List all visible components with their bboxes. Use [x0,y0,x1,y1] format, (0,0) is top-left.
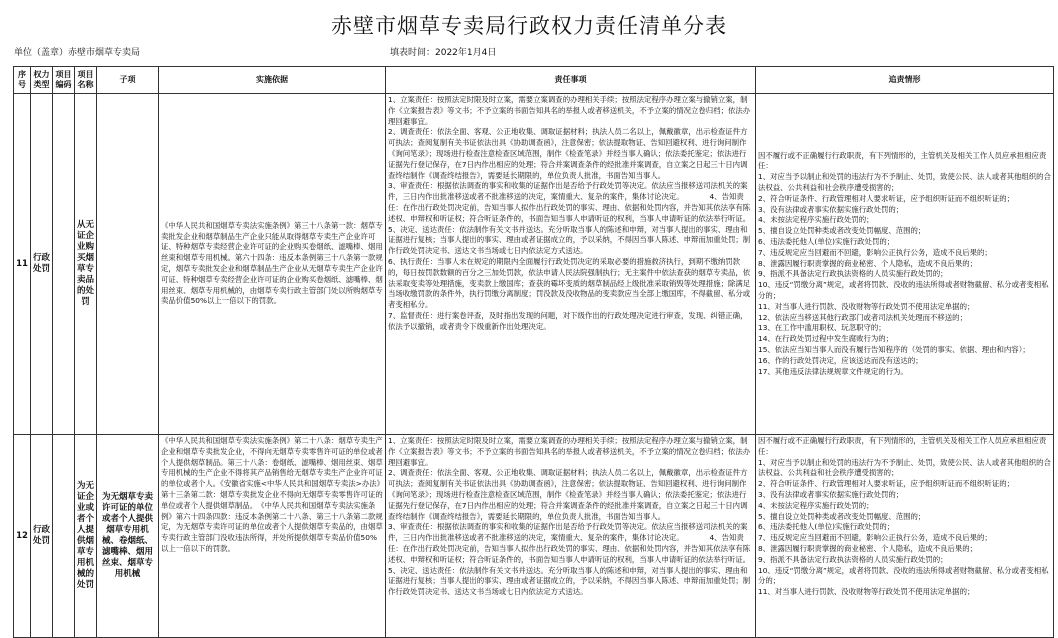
responsibility-table [13,66,1054,638]
row-type: 行政处罚 [31,435,53,638]
table-row [14,435,1054,638]
row-accountability-text: 因不履行或不正确履行行政职责，有下列情形的，主管机关及相关工作人员应承担相应责任： 1、对应当予以制止和处罚的违法行为不予制止、处罚，致使公民、法人或者其他组织的合法权益、公共利益和社会秩序遭受损害的； 2、符合听证条件、行政管理相对人要求听证，应予组织听证而不组织听证的； 3、没有法律或者事实依据实施行政处罚的； 4、未按法定程序实施行政处罚的； 5、擅自设立处罚种类或者改变处罚幅度、范围的； 6、违法委托他人(单位)实施行政处罚的； 7、违反规定应当回避而不回避，影响公正执行公务，造成不良后果的； 8、泄露因履行职责掌握的商业秘密、个人隐私，造成不良后果的； 9、指派不具备法定行政执法资格的人员实施行政处罚的； 10、违反“罚缴分离”规定，或者将罚款、没收的违法所得或者财物截留、私分或者变相私分的； 11、对当事人进行罚款、没收财物等行政处罚不使用法定单据的； 12、依法应当移送其他行政部门或者司法机关处理而不移送的； 13、在工作中滥用职权、玩忽职守的； 14、在行政处罚过程中发生腐败行为的； 15、依法应当知当事人而没有履行告知程序的（处罚的事实、依据、理由和内容）； 16、作的行政处罚决定，应该送达而没有送达的； 17、其他违反法律法规规章文件规定的行为。 [758,150,1051,376]
header-name: 项目名称 [75,67,97,94]
header-type: 权力类型 [31,67,53,94]
row-seq: 11 [14,94,31,435]
header-seq: 序号 [14,67,31,94]
header-code: 项目编码 [53,67,75,94]
row-accountability-text: 因不履行或不正确履行行政职责，有下列情形的，主管机关及相关工作人员应承担相应责任： 1、对应当予以制止和处罚的违法行为不予制止、处罚，致使公民、法人或者其他组织的合法权益、公共利益和社会秩序遭受损害的； 2、符合听证条件、行政管理相对人要求听证，应予组织听证而不组织听证的； 3、没有法律或者事实依据实施行政处罚的； 4、未按法定程序实施行政处罚的； 5、擅自设立处罚种类或者改变处罚幅度、范围的； 6、违法委托他人(单位)实施行政处罚的； 7、违反规定应当回避而不回避，影响公正执行公务，造成不良后果的； 8、泄露因履行职责掌握的商业秘密、个人隐私，造成不良后果的； 9、指派不具备法定行政执法资格的人员实施行政处罚的； 10、违反“罚缴分离”规定，或者将罚款、没收的违法所得或者财物截留、私分或者变相私分的； 11、对当事人进行罚款、没收财物等行政处罚不使用法定单据的； [758,436,1051,597]
row-basis [159,435,386,638]
header-accountability: 追责情形 [756,67,1054,94]
header-duty: 责任事项 [386,67,756,94]
row-duty [386,94,756,435]
row-name: 为无证企业或者个人提供烟草专用机械的处罚 [75,435,97,638]
row-type: 行政处罚 [31,94,53,435]
row-code [53,435,75,638]
row-code [53,94,75,435]
row-accountability [756,94,1054,435]
row-basis-text: 《中华人民共和国烟草专卖法实施条例》第二十八条：烟草专卖生产企业和烟草专卖批发企业，不得向无烟草专卖零售许可证的单位或者个人提供烟草制品。第三十八条：卷烟纸、滤嘴棒、烟用丝束、烟草专用机械的生产企业不得将其产品销售给无烟草专卖生产企业许可证的单位或者个人。《安徽省实施<中华人民共和国烟草专卖法>办法》第十三条第二款：烟草专卖批发企业不得向无烟草专卖零售许可证的单位或者个人提供烟草制品。 《中华人民共和国烟草专卖法实施条例》第六十四条四款：违反本条例第二十八条、第三十八条第二款规定，为无烟草专卖许可证的单位或者个人提供烟草专卖品的，由烟草专卖行政主管部门没收违法所得，并处所提供烟草专卖品价值50%以上一倍以下的罚款。 [161,436,383,553]
row-sub: 为无烟草专卖许可证的单位或者个人提供烟草专用机械、卷烟纸、滤嘴棒、烟用丝束、烟草专用机械 [97,435,159,638]
row-duty-text: 1、立案责任：按照法定时限及时立案，需要立案调查的办理相关手续；按照法定程序办理立案与撤销立案，制作《立案报告表》等文书；不予立案的书面告知具名的举报人或者移送机关，不予立案的情况立卷归档；依法办理回避事宜。 2、调查责任：依法全面、客观、公正地收集、调取证据材料；执法人员二名以上，佩戴徽章，出示检查证件方可执法；查阅复制有关书证依法出具《协助调查函》，注意保密；依法提取物证、告知回避权利、进行询问制作《询问笔录》；现场进行检查注意检查区域范围，制作《检查笔录》并经当事人确认；依法委托鉴定；依法进行证据先行登记保存，在7日内作出相应的处理；符合并案调查条件的经批准并案调查，自立案之日起三十日内调查终结制作《调查终结报告》，需要延长期限的，单位负责人批准，书面告知当事人。 3、审查责任：根据依法调查的事实和收集的证据作出是否给予行政处罚等决定。依法应当报移送司法机关的案件，三日内作出批准移送或者不批准移送的决定，案情重大、复杂的案件，集体讨论决定。 4、告知责任：在作出行政处罚决定前，告知当事人拟作出行政处罚的事实、理由、依据和处罚内容，并告知其依法享有陈述权、申辩权和听证权；符合听证条件的，书面告知当事人申请听证的权利，当事人申请听证的依法举行听证。 5、决定、送达责任：依法制作有关文书并送达。充分听取当事人的陈述和申辩，对当事人提出的事实、理由和证据进行复核；当事人提出的事实、理由或者证据成立的，予以采纳，不得因当事人陈述、申辩而加重处罚；制作行政处罚决定书、送达文书当场或七日内依法定方式送达。 6、执行责任：当事人未在规定的期限内全面履行行政处罚决定的采取必要的措施救济执行，到期不缴纳罚款的，每日按罚款数额的百分之三加处罚款，依法申请人民法院强制执行；无主案件中依法查获的烟草专卖品，依法采取变卖等处理措施，变卖款上缴国库；查获的霉坏变质的烟草制品经上级批准采取销毁等处理措施；除满足当场收缴罚款的条件外，执行罚缴分离制度；罚没款及没收物品的变卖款应当全部上缴国库，不得截留、私分或者变相私分。 7、监督责任：进行案卷评查，及时指出发现的问题，对下级作出的行政处理决定进行审查，发现、纠错正确，依法予以撤销，或者责令下级重新作出处理决定。 [388,95,751,331]
header-basis: 实施依据 [159,67,386,94]
fill-date: 填表时间：2022年1月4日 [390,48,497,58]
row-seq: 12 [14,435,31,638]
page-title: 赤壁市烟草专卖局行政权力责任清单分表 [331,14,727,38]
row-duty-text: 1、立案责任：按照法定时限及时立案，需要立案调查的办理相关手续；按照法定程序办理立案与撤销立案，制作《立案报告表》等文书；不予立案的书面告知具名的举报人或者移送机关，不予立案的情况立卷归档；依法办理回避事宜。 2、调查责任：依法全面、客观、公正地收集、调取证据材料；执法人员二名以上，佩戴徽章，出示检查证件方可执法；查阅复制有关书证依法出具《协助调查函》，注意保密；依法提取物证、告知回避权利、进行询问制作《询问笔录》；现场进行检查注意检查区域范围，制作《检查笔录》并经当事人确认；依法委托鉴定；依法进行证据先行登记保存，在7日内作出相应的处理；符合并案调查条件的经批准并案调查，自立案之日起三十日内调查终结制作《调查终结报告》，需要延长期限的，单位负责人批准，书面告知当事人。 3、审查责任：根据依法调查的事实和收集的证据作出是否给予行政处罚等决定。依法应当报移送司法机关的案件，三日内作出批准移送或者不批准移送的决定，案情重大、复杂的案件，集体讨论决定。 4、告知责任：在作出行政处罚决定前，告知当事人拟作出行政处罚的事实、理由、依据和处罚内容，并告知其依法享有陈述权、申辩权和听证权；符合听证条件的，书面告知当事人申请听证的权利，当事人申请听证的依法举行听证。 5、决定、送达责任：依法制作有关文书并送达。充分听取当事人的陈述和申辩，对当事人提出的事实、理由和证据进行复核；当事人提出的事实、理由或者证据成立的，予以采纳，不得因当事人陈述、申辩而加重处罚；制作行政处罚决定书、送达文书当场或七日内依法定方式送达。 [388,436,751,597]
header-row [14,67,1054,94]
row-basis [159,94,386,435]
row-name: 从无证企业购买烟草专卖品的处罚 [75,94,97,435]
unit-label: 单位（盖章）赤壁市烟草专卖局 [14,48,141,58]
row-sub [97,94,159,435]
row-duty [386,435,756,638]
table-row [14,94,1054,435]
row-accountability [756,435,1054,638]
row-basis-text: 《中华人民共和国烟草专卖法实施条例》第三十八条第一款：烟草专卖批发企业和烟草制品生产企业只能从取得烟草专卖生产企业许可证、特种烟草专卖经营企业许可证的企业购买卷烟纸、滤嘴棒、烟用丝束和烟草专用机械。第六十四条：违反本条例第三十八条第一款规定，烟草专卖批发企业和烟草制品生产企业从无烟草专卖生产企业许可证、特种烟草专卖经营企业许可证的企业购买卷烟纸、滤嘴棒、烟用丝束、烟草专用机械的，由烟草专卖行政主管部门处以所购烟草专卖品价值50%以上一倍以下的罚款。 [161,220,383,306]
header-sub: 子项 [97,67,159,94]
